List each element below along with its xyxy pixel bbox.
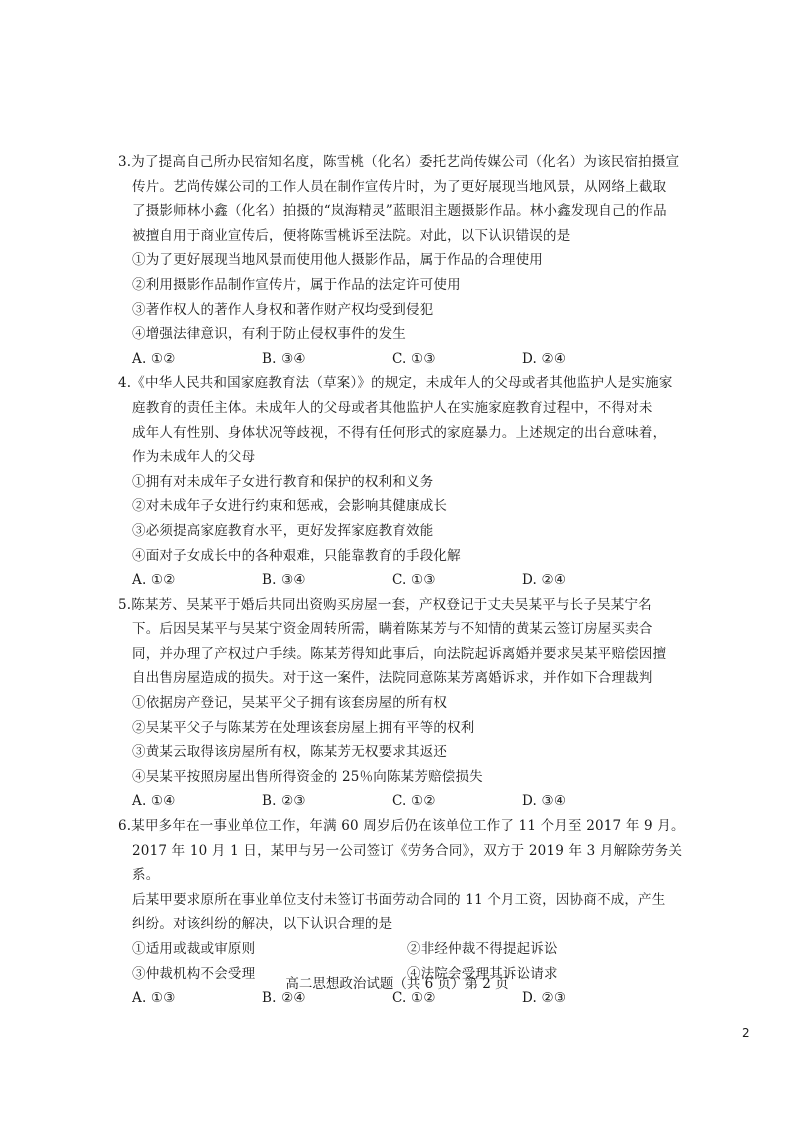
statement-item: ③必须提高家庭教育水平，更好发挥家庭教育效能: [132, 522, 434, 539]
question-stem: 庭教育的责任主体。未成年人的父母或者其他监护人在实施家庭教育过程中，不得对未: [132, 399, 653, 416]
statement-item: ③著作权人的著作人身权和著作财产权均受到侵犯: [132, 301, 434, 318]
choice-a: A. ①②: [132, 572, 176, 589]
statement-item: ①依据房产登记，吴某平父子拥有该套房屋的所有权: [132, 695, 448, 712]
choice-b: B. ②④: [262, 990, 306, 1007]
question-stem: 下。后因吴某平与吴某宁资金周转所需，瞒着陈某芳与不知情的黄某云签订房屋买卖合: [132, 621, 653, 638]
statement-item: ②利用摄影作品制作宣传片，属于作品的法定许可使用: [132, 276, 461, 293]
question-5: [118, 593, 688, 814]
statement-item: ②吴某平父子与陈某芳在处理该套房屋上拥有平等的权利: [132, 719, 475, 736]
question-stem: 6.某甲多年在一事业单位工作，年满 60 周岁后仍在该单位工作了 11 个月至 2017 年 9 月。: [118, 818, 685, 835]
statement-item: ④面对子女成长中的各种艰难，只能靠教育的手段化解: [132, 547, 461, 564]
statement-item: ①拥有对未成年子女进行教育和保护的权利和义务: [132, 473, 434, 490]
choice-c: C. ①③: [392, 350, 436, 367]
choice-d: D. ②③: [522, 990, 567, 1007]
choice-a: A. ①④: [132, 793, 176, 810]
question-stem: 2017 年 10 月 1 日，某甲与另一公司签订《劳务合同》，双方于 2019 年 3 月解除劳务关系。: [132, 842, 683, 884]
question-3: [118, 150, 688, 371]
answer-choices: [118, 789, 688, 814]
page-footer: 高二思想政治试题（共 6 页）第 2 页: [285, 976, 509, 992]
statement-item: ②对未成年子女进行约束和惩戒，会影响其健康成长: [132, 498, 448, 515]
statement-item: ④增强法律意识，有利于防止侵权事件的发生: [132, 326, 406, 343]
choice-a: A. ①②: [132, 350, 176, 367]
choice-b: B. ③④: [262, 572, 306, 589]
question-stem: 同，并办理了产权过户手续。陈某芳得知此事后，向法院起诉离婚并要求吴某平赔偿因擅: [132, 645, 667, 662]
choice-b: B. ②③: [262, 793, 306, 810]
choice-b: B. ③④: [262, 350, 306, 367]
question-block: [118, 150, 688, 1011]
question-stem: 自出售房屋造成的损失。对于这一案件，法院同意陈某芳离婚诉求，并作如下合理裁判: [132, 670, 653, 687]
question-stem: 传片。艺尚传媒公司的工作人员在制作宣传片时，为了更好展现当地风景，从网络上截取: [132, 178, 667, 195]
question-stem: 被擅自用于商业宣传后，便将陈雪桃诉至法院。对此，以下认识错误的是: [132, 227, 571, 244]
choice-a: A. ①③: [132, 990, 176, 1007]
choice-d: D. ②④: [522, 350, 567, 367]
answer-choices: [118, 568, 688, 593]
choice-c: C. ①③: [392, 572, 436, 589]
statement-item: ③仲裁机构不会受理: [132, 965, 256, 982]
question-stem: 纠纷。对该纠纷的解决，以下认识合理的是: [132, 916, 393, 933]
choice-d: D. ③④: [522, 793, 567, 810]
question-stem: 了摄影师林小鑫（化名）拍摄的“岚海精灵”蓝眼泪主题摄影作品。林小鑫发现自己的作品: [132, 203, 667, 220]
question-4: [118, 371, 688, 592]
statement-item: ④法院会受理其诉讼请求: [407, 965, 558, 982]
choice-c: C. ①②: [392, 793, 436, 810]
question-stem: 4.《中华人民共和国家庭教育法（草案）》的规定，未成年人的父母或者其他监护人是实施家: [118, 375, 673, 392]
question-stem: 作为未成年人的父母: [132, 449, 256, 466]
question-stem: 成年人有性别、身体状况等歧视，不得有任何形式的家庭暴力。上述规定的出台意味着，: [132, 424, 667, 441]
statement-item: ①适用或裁或审原则: [132, 941, 256, 957]
statement-item: ②非经仲裁不得提起诉讼: [407, 941, 558, 957]
statement-item: ④吴某平按照房屋出售所得资金的 25％向陈某芳赔偿损失: [132, 768, 483, 785]
question-stem: 5.陈某芳、吴某平于婚后共同出资购买房屋一套，产权登记于丈夫吴某平与长子吴某宁名: [118, 596, 652, 613]
choice-d: D. ②④: [522, 572, 567, 589]
statement-item: ③黄某云取得该房屋所有权，陈某芳无权要求其返还: [132, 744, 448, 761]
answer-choices: [118, 347, 688, 372]
statement-item: ①为了更好展现当地风景而使用他人摄影作品，属于作品的合理使用: [132, 252, 543, 269]
page-number: 2: [742, 1026, 750, 1040]
question-stem: 后某甲要求原所在事业单位支付未签订书面劳动合同的 11 个月工资，因协商不成，产生: [132, 891, 666, 908]
choice-c: C. ①②: [392, 990, 436, 1007]
question-stem: 3.为了提高自己所办民宿知名度，陈雪桃（化名）委托艺尚传媒公司（化名）为该民宿拍摄宣: [118, 154, 680, 170]
